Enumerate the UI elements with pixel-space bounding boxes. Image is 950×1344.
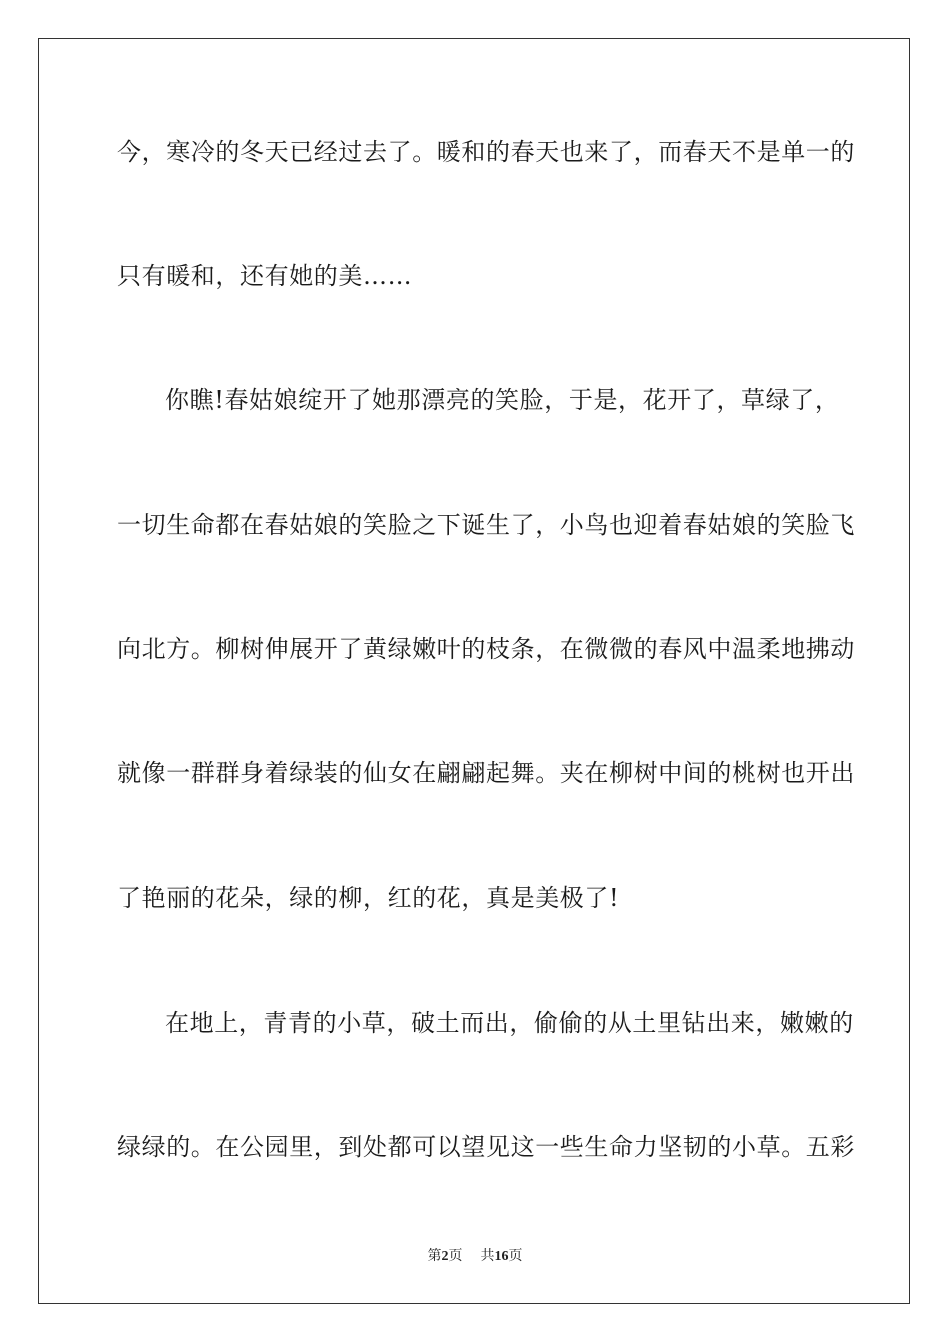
total-prefix: 共 bbox=[480, 1248, 495, 1264]
text-line-3: 你瞧!春姑娘绽开了她那漂亮的笑脸，于是，花开了，草绿了， bbox=[165, 386, 840, 414]
text-line-1: 今，寒冷的冬天已经过去了。暖和的春天也来了，而春天不是单一的 bbox=[117, 138, 855, 166]
text-line-6: 就像一群群身着绿装的仙女在翩翩起舞。夹在柳树中间的桃树也开出 bbox=[117, 759, 855, 787]
text-line-7: 了艳丽的花朵，绿的柳，红的花，真是美极了! bbox=[117, 884, 620, 912]
text-line-8: 在地上，青青的小草，破土而出，偷偷的从土里钻出来，嫩嫩的 bbox=[165, 1009, 854, 1037]
total-suffix: 页 bbox=[508, 1248, 523, 1264]
text-line-5: 向北方。柳树伸展开了黄绿嫩叶的枝条，在微微的春风中温柔地拂动 bbox=[117, 635, 855, 663]
page-suffix: 页 bbox=[448, 1248, 463, 1264]
page-footer bbox=[0, 1246, 950, 1267]
text-line-4: 一切生命都在春姑娘的笑脸之下诞生了，小鸟也迎着春姑娘的笑脸飞 bbox=[117, 511, 855, 539]
page-prefix: 第 bbox=[427, 1248, 442, 1264]
total-pages: 16 bbox=[494, 1249, 509, 1264]
text-line-9: 绿绿的。在公园里，到处都可以望见这一些生命力坚韧的小草。五彩 bbox=[117, 1133, 855, 1161]
text-line-2: 只有暖和，还有她的美…… bbox=[117, 262, 413, 290]
page-number: 2 bbox=[441, 1249, 449, 1264]
page-border bbox=[38, 38, 910, 1304]
